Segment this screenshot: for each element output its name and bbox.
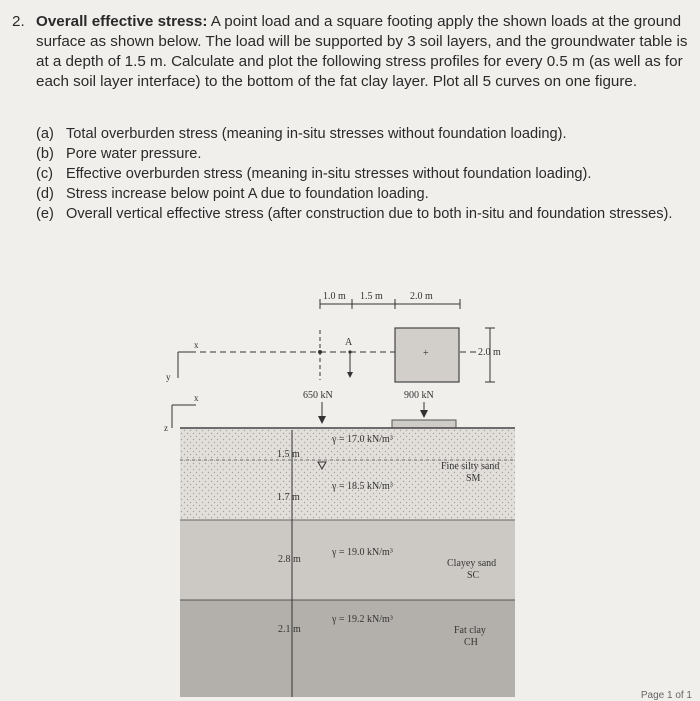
problem-title: Overall effective stress: (36, 13, 208, 30)
dim-label-1: 1.0 m (323, 291, 346, 302)
page-footer: Page 1 of 1 (640, 690, 692, 701)
part-label: (e) (36, 206, 54, 222)
svg-text:+: + (423, 348, 429, 359)
layer-code-2: SC (467, 570, 480, 581)
layer-code-1: SM (466, 473, 481, 484)
axis-x-label: x (194, 340, 199, 350)
svg-text:x: x (194, 393, 199, 403)
part-label: (c) (36, 166, 54, 182)
layer-name-2: Clayey sand (447, 558, 497, 569)
unit-weight-2: γ = 18.5 kN/m³ (332, 481, 393, 492)
thickness-2: 1.7 m (277, 492, 300, 503)
problem-number: 2. (12, 13, 25, 30)
part-text: Stress increase below point A due to foundation loading. (66, 186, 429, 202)
part-text: Effective overburden stress (meaning in-situ stresses without foundation loading). (66, 166, 592, 182)
part-text: Pore water pressure. (66, 146, 202, 162)
axis-z-label: z (164, 423, 168, 433)
part-label: (a) (36, 126, 54, 142)
unit-weight-3: γ = 19.0 kN/m³ (332, 547, 393, 558)
part-text: Total overburden stress (meaning in-situ stresses without foundation loading). (66, 126, 567, 142)
problem-body: A point load and a square footing apply the shown loads at the ground surface as shown below. The load will be supported by 3 soil layers, and the groundwater table is at a depth of 1.5 m. Calculate and plot the following stress profiles for every 0.5 m (as well as for each soil layer interface) to the bottom of the fat clay layer. Plot all 5 curves on one figure. (36, 13, 688, 90)
part-label: (d) (36, 186, 54, 202)
dim-label-3: 2.0 m (410, 291, 433, 302)
unit-weight-4: γ = 19.2 kN/m³ (332, 614, 393, 625)
thickness-4: 2.1 m (278, 624, 301, 635)
unit-weight-1: γ = 17.0 kN/m³ (332, 434, 393, 445)
dim-label-2: 1.5 m (360, 291, 383, 302)
part-text: Overall vertical effective stress (after construction due to both in-situ and foundation stresses). (66, 206, 673, 222)
thickness-3: 2.8 m (278, 554, 301, 565)
footing-width-label: 2.0 m (478, 347, 501, 358)
layer-code-3: CH (464, 637, 478, 648)
point-a-label: A (345, 337, 353, 348)
thickness-1: 1.5 m (277, 449, 300, 460)
layer-name-1: Fine silty sand (441, 461, 500, 472)
layer-name-3: Fat clay (454, 625, 486, 636)
point-load-label: 650 kN (303, 390, 333, 401)
axis-y-label: y (166, 372, 171, 382)
plan-view (166, 291, 501, 382)
footing-load-label: 900 kN (404, 390, 434, 401)
part-label: (b) (36, 146, 54, 162)
